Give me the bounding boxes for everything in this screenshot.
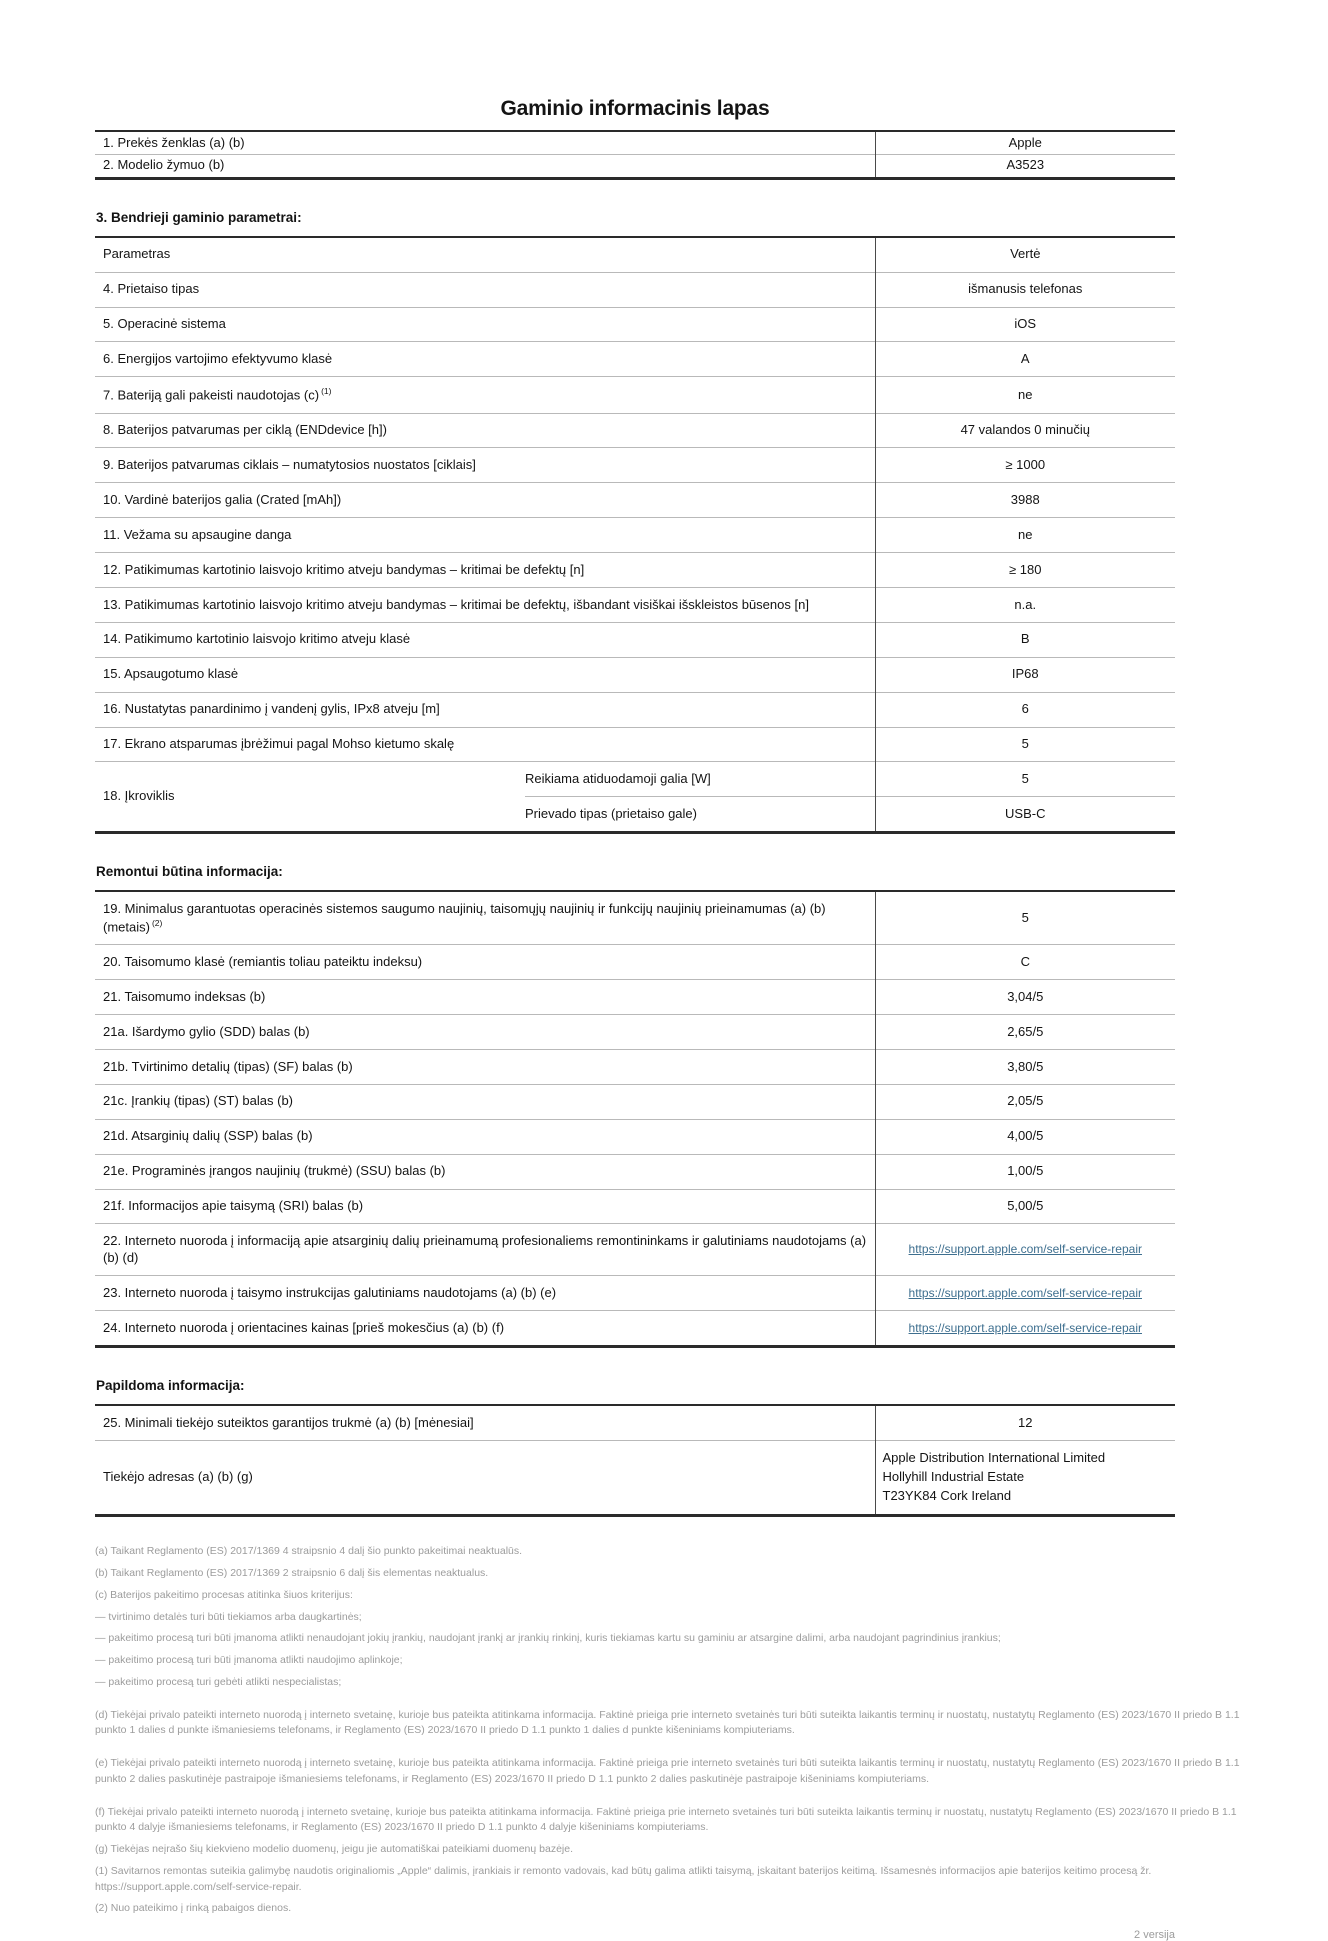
table-row xyxy=(95,1276,1175,1311)
row-value: iOS xyxy=(875,307,1175,342)
table-row xyxy=(95,448,1175,483)
footnote: (a) Taikant Reglamento (ES) 2017/1369 4 straipsnio 4 dalį šio punkto pakeitimai neaktualūs. xyxy=(95,1545,523,1558)
row-value: ne xyxy=(875,518,1175,553)
table-row xyxy=(95,980,1175,1015)
row-label xyxy=(95,307,875,342)
row-label xyxy=(95,1119,875,1154)
row-value: Apple xyxy=(875,131,1175,154)
row-label-text: 1. Prekės ženklas (a) (b) xyxy=(103,134,245,150)
row-label xyxy=(95,272,875,307)
row-label-text: 7. Bateriją gali pakeisti naudotojas (c) xyxy=(103,387,320,403)
table-row xyxy=(95,1154,1175,1189)
row-label xyxy=(95,727,875,762)
row-value: 3988 xyxy=(875,483,1175,518)
row-label-text: 15. Apsaugotumo klasė xyxy=(103,666,239,682)
row-label xyxy=(95,1154,875,1189)
table-row xyxy=(95,1440,1175,1516)
row-label-text: 5. Operacinė sistema xyxy=(103,316,226,332)
row-label-text: 22. Interneto nuoroda į informaciją apie atsarginių dalių prieinamumą profesionaliems remontininkams ir galutiniams naudotojams (a) (b) (d) xyxy=(103,1232,867,1265)
product-information-sheet xyxy=(95,97,1240,1941)
column-header-value: Vertė xyxy=(875,237,1175,272)
table-row xyxy=(95,377,1175,413)
table-row xyxy=(95,1311,1175,1347)
row-label-text: 16. Nustatytas panardinimo į vandenį gylis, IPx8 atveju [m] xyxy=(103,701,440,717)
row-label-text: 24. Interneto nuoroda į orientacines kainas [prieš mokesčius (a) (b) (f) xyxy=(103,1319,505,1335)
row-label xyxy=(95,131,875,154)
row-value: išmanusis telefonas xyxy=(875,272,1175,307)
page-title: Gaminio informacinis lapas xyxy=(500,97,770,120)
row-label-text: 21a. Išardymo gylio (SDD) balas (b) xyxy=(103,1023,310,1039)
row-label xyxy=(95,891,875,945)
row-label xyxy=(95,1050,875,1085)
table-row xyxy=(95,413,1175,448)
row-label xyxy=(95,518,875,553)
row-label xyxy=(95,588,875,623)
row-value: 12 xyxy=(875,1405,1175,1440)
row-label-text: 19. Minimalus garantuotas operacinės sistemos saugumo naujinių, taisomųjų naujinių ir funkcijų naujinių prieinamumas (a) (b) (metais) xyxy=(103,900,826,934)
row-label-text: 25. Minimali tiekėjo suteiktos garantijos trukmė (a) (b) [mėnesiai] xyxy=(103,1414,474,1430)
row-value xyxy=(875,1276,1175,1311)
row-label xyxy=(95,413,875,448)
table-row xyxy=(95,657,1175,692)
row-sublabel: Reikiama atiduodamoji galia [W] xyxy=(525,762,875,797)
section-heading-additional-info: Papildoma informacija: xyxy=(96,1378,245,1394)
row-label xyxy=(95,1015,875,1050)
row-label-text: 6. Energijos vartojimo efektyvumo klasė xyxy=(103,350,333,366)
row-value: A xyxy=(875,342,1175,377)
row-label-text: 21d. Atsarginių dalių (SSP) balas (b) xyxy=(103,1128,313,1144)
footnote: (b) Taikant Reglamento (ES) 2017/1369 2 straipsnio 6 dalį šis elementas neaktualus. xyxy=(95,1567,489,1580)
row-label xyxy=(95,448,875,483)
row-label xyxy=(95,154,875,178)
row-label-text: 17. Ekrano atsparumas įbrėžimui pagal Mohso kietumo skalę xyxy=(103,736,455,752)
footnote: (c) Baterijos pakeitimo procesas atitinka šiuos kriterijus: xyxy=(95,1588,353,1601)
row-label-text: 2. Modelio žymuo (b) xyxy=(103,157,225,173)
row-value: 5 xyxy=(875,891,1175,945)
table-row xyxy=(95,1405,1175,1440)
row-label xyxy=(95,342,875,377)
row-label xyxy=(95,1440,875,1516)
row-value: 3,04/5 xyxy=(875,980,1175,1015)
self-service-repair-link[interactable]: https://support.apple.com/self-service-repair xyxy=(908,1285,1142,1300)
supplier-address-line: T23YK84 Cork Ireland xyxy=(882,1488,1012,1504)
table-row xyxy=(95,1050,1175,1085)
table-row xyxy=(95,762,1175,797)
footnote: (2) Nuo pateikimo į rinką pabaigos dienos. xyxy=(95,1902,292,1915)
row-label-text: 11. Vežama su apsaugine danga xyxy=(103,526,292,542)
table-row xyxy=(95,945,1175,980)
column-header-parameter: Parametras xyxy=(103,246,171,262)
row-label-text: 20. Taisomumo klasė (remiantis toliau pateiktu indeksu) xyxy=(103,953,423,969)
row-value: n.a. xyxy=(875,588,1175,623)
row-label xyxy=(95,657,875,692)
row-value: 3,80/5 xyxy=(875,1050,1175,1085)
supplier-address-line: Apple Distribution International Limited xyxy=(882,1450,1106,1466)
row-label xyxy=(95,377,875,413)
row-label xyxy=(95,553,875,588)
row-label xyxy=(95,945,875,980)
row-value: A3523 xyxy=(875,154,1175,178)
table-row xyxy=(95,154,1175,178)
table-row xyxy=(95,272,1175,307)
table-row xyxy=(95,483,1175,518)
footnote-ref: (1) xyxy=(321,385,332,396)
row-label xyxy=(95,692,875,727)
row-value: ≥ 180 xyxy=(875,553,1175,588)
supplier-address-line: Hollyhill Industrial Estate xyxy=(882,1469,1025,1485)
row-label xyxy=(95,1084,875,1119)
row-label-text: 13. Patikimumas kartotinio laisvojo kritimo atveju bandymas – kritimai be defektų, išbandant visiškai išskleistos būsenos [n] xyxy=(103,596,809,612)
row-label-text: 21b. Tvirtinimo detalių (tipas) (SF) balas (b) xyxy=(103,1058,353,1074)
row-label xyxy=(95,980,875,1015)
footnote: — tvirtinimo detalės turi būti tiekiamos arba daugkartinės; xyxy=(95,1610,362,1623)
self-service-repair-link[interactable]: https://support.apple.com/self-service-repair xyxy=(908,1320,1142,1335)
table-row xyxy=(95,1119,1175,1154)
footnote: — pakeitimo procesą turi būti įmanoma atlikti naudojimo aplinkoje; xyxy=(95,1654,403,1667)
row-value xyxy=(875,1224,1175,1276)
row-value: 4,00/5 xyxy=(875,1119,1175,1154)
row-label-text: 21f. Informacijos apie taisymą (SRI) balas (b) xyxy=(103,1198,364,1214)
table-row xyxy=(95,891,1175,945)
row-label xyxy=(95,1224,875,1276)
row-value: 5 xyxy=(875,727,1175,762)
table-row xyxy=(95,342,1175,377)
row-value: 47 valandos 0 minučių xyxy=(875,413,1175,448)
row-label: 18. Įkroviklis xyxy=(95,762,525,833)
row-label-text: 21c. Įrankių (tipas) (ST) balas (b) xyxy=(103,1093,294,1109)
row-value: 5 xyxy=(875,762,1175,797)
version-label: 2 versija xyxy=(1134,1929,1175,1941)
row-value: IP68 xyxy=(875,657,1175,692)
row-value xyxy=(875,1311,1175,1347)
footnote: (e) Tiekėjai privalo pateikti interneto nuorodą į interneto svetainę, kurioje bus pateikta atitinkama informacija. Faktinė prieiga prie interneto svetainės turi būti suteikta laikantis terminų ir nuostatų, nustatytų Reglamento (ES) 2023/1670 II priedo B 1.1 punkto 2 dalies paskutinėje pastraipoje išmaniesiems telefonams, ir Reglamento (ES) 2023/1670 II priedo D 1.1 punkto 2 dalies paskutinėje pastraipoje kišeniniams kompiuteriams. xyxy=(95,1757,1240,1785)
footnote-ref: (2) xyxy=(151,917,163,928)
table-row xyxy=(95,1015,1175,1050)
row-value: 5,00/5 xyxy=(875,1189,1175,1224)
footnotes xyxy=(95,1544,1243,1917)
row-label xyxy=(95,1189,875,1224)
row-value: 2,05/5 xyxy=(875,1084,1175,1119)
row-label-text: 14. Patikimumo kartotinio laisvojo kritimo atveju klasė xyxy=(103,631,411,647)
section-heading-general-parameters: 3. Bendrieji gaminio parametrai: xyxy=(96,209,302,225)
repair-information-table xyxy=(95,890,1175,1348)
row-label-text: 8. Baterijos patvarumas per ciklą (ENDdevice [h]) xyxy=(103,422,387,438)
footnote: (1) Savitarnos remontas suteikia galimybę naudotis originaliomis „Apple“ dalimis, įrankiais ir remonto vadovais, kad būtų galima atlikti taisymą, įskaitant baterijos keitimą. Išsamesnės informacijos apie baterijos keitimo procesą žr. https://support.apple.com/self-service-repair. xyxy=(95,1864,1152,1893)
row-value: 2,65/5 xyxy=(875,1015,1175,1050)
general-parameters-table xyxy=(95,236,1175,834)
row-value: USB-C xyxy=(875,797,1175,833)
table-row xyxy=(95,727,1175,762)
row-value: C xyxy=(875,945,1175,980)
table-row xyxy=(95,1224,1175,1276)
table-header-row xyxy=(95,237,1175,272)
footnote: (d) Tiekėjai privalo pateikti interneto nuorodą į interneto svetainę, kurioje bus pateikta atitinkama informacija. Faktinė prieiga prie interneto svetainės turi būti suteikta laikantis terminų ir nuostatų, nustatytų Reglamento (ES) 2023/1670 II priedo B 1.1 punkto 1 dalies d punkte išmaniesiems telefonams, ir Reglamento (ES) 2023/1670 II priedo D 1.1 punkto 1 dalies d punkte kišeniniams kompiuteriams. xyxy=(95,1708,1240,1737)
footnote: (g) Tiekėjas neįrašo šių kiekvieno modelio duomenų, jeigu jie automatiškai pateikiami duomenų bazėje. xyxy=(95,1843,574,1856)
row-label-text: 4. Prietaiso tipas xyxy=(103,281,200,297)
row-value: ≥ 1000 xyxy=(875,448,1175,483)
table-row xyxy=(95,1084,1175,1119)
footnote: — pakeitimo procesą turi būti įmanoma atlikti nenaudojant jokių įrankių, naudojant įrankį ar įrankių rinkinį, kuris tiekiamas kartu su gaminiu ar atsargine dalimi, arba naudojant pagrindinius įrankius; xyxy=(95,1632,1001,1645)
row-label xyxy=(95,483,875,518)
row-label xyxy=(95,622,875,657)
table-row xyxy=(95,518,1175,553)
table-row xyxy=(95,692,1175,727)
row-label xyxy=(95,1405,875,1440)
row-label-text: 21. Taisomumo indeksas (b) xyxy=(103,988,266,1004)
row-value xyxy=(875,1440,1175,1516)
row-label-text: 12. Patikimumas kartotinio laisvojo kritimo atveju bandymas – kritimai be defektų [n] xyxy=(103,561,585,577)
table-row xyxy=(95,588,1175,623)
row-label-text: Tiekėjo adresas (a) (b) (g) xyxy=(103,1469,253,1485)
row-sublabel: Prievado tipas (prietaiso gale) xyxy=(525,797,875,833)
table-row xyxy=(95,307,1175,342)
row-label-text: 10. Vardinė baterijos galia (Crated [mAh]) xyxy=(103,491,342,507)
self-service-repair-link[interactable]: https://support.apple.com/self-service-repair xyxy=(908,1242,1142,1257)
table-row xyxy=(95,131,1175,154)
table-row xyxy=(95,622,1175,657)
identification-table xyxy=(95,130,1175,180)
row-value: 1,00/5 xyxy=(875,1154,1175,1189)
table-row xyxy=(95,1189,1175,1224)
footnote: (f) Tiekėjai privalo pateikti interneto nuorodą į interneto svetainę, kurioje bus pateikta atitinkama informacija. Faktinė prieiga prie interneto svetainės turi būti suteikta laikantis terminų ir nuostatų, nustatytų Reglamento (ES) 2023/1670 II priedo B 1.1 punkto 4 dalyje išmaniesiems telefonams, ir Reglamento (ES) 2023/1670 II priedo D 1.1 punkto 4 dalyje kišeniniams kompiuteriams. xyxy=(95,1805,1237,1834)
row-label-text: 21e. Programinės įrangos naujinių (trukmė) (SSU) balas (b) xyxy=(103,1163,446,1179)
row-value: 6 xyxy=(875,692,1175,727)
row-value: B xyxy=(875,622,1175,657)
row-value: ne xyxy=(875,377,1175,413)
row-label-text: 23. Interneto nuoroda į taisymo instrukcijas galutiniams naudotojams (a) (b) (e) xyxy=(103,1284,557,1300)
row-label xyxy=(95,1276,875,1311)
row-label xyxy=(95,1311,875,1347)
footnote: — pakeitimo procesą turi gebėti atlikti nespecialistas; xyxy=(95,1675,342,1688)
additional-information-table xyxy=(95,1404,1175,1517)
row-label-text: 9. Baterijos patvarumas ciklais – numatytosios nuostatos [ciklais] xyxy=(103,456,476,472)
section-heading-repair-info: Remontui būtina informacija: xyxy=(96,864,283,880)
table-row xyxy=(95,553,1175,588)
